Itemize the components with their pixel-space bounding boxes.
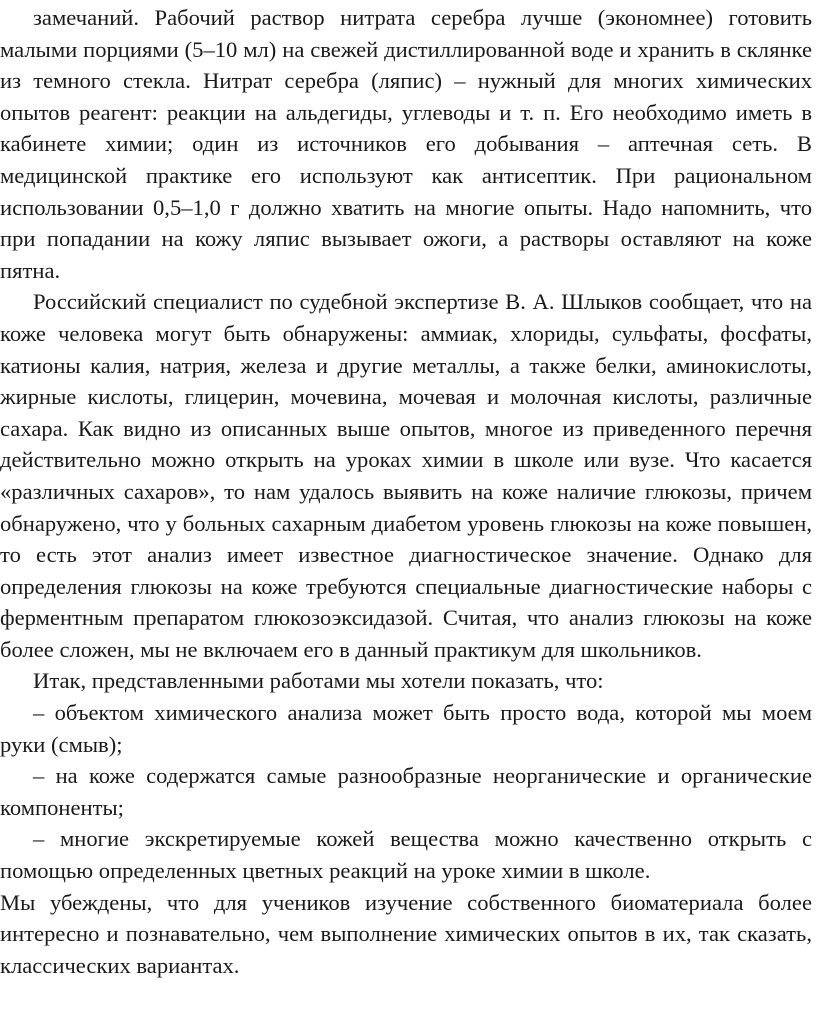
paragraph-skin-composition: Российский специалист по судебной экспертизе В. А. Шлыков сообщает, что на коже человека могут быть обнаружены: аммиак, хлориды, сульфаты, фосфаты, катионы калия, натрия, железа и другие металлы, а также белки, аминокислоты, жирные кислоты, глицерин, мочевина, мочевая и молочная кислоты, различные сахара. Как видно из описанных выше опытов, многое из приведенного перечня действительно можно открыть на уроках химии в школе или вузе. Что касается «различных сахаров», то нам удалось выявить на коже наличие глюкозы, причем обнаружено, что у больных сахарным диабетом уровень глюкозы на коже повышен, то есть этот анализ имеет известное диагностическое значение. Однако для определения глюкозы на коже требуются специальные диагностические наборы с ферментным препаратом глюкозоэксидазой. Считая, что анализ глюкозы на коже более сложен, мы не включаем его в данный практикум для школьников. [0, 289, 812, 662]
paragraph-silver-nitrate: замечаний. Рабочий раствор нитрата серебра лучше (экономнее) готовить малыми порциями (5–10 мл) на свежей дистиллированной воде и хранить в склянке из темного стекла. Нитрат серебра (ляпис) – нужный для многих химических опытов реагент: реакции на альдегиды, углеводы и т. п. Его необходимо иметь в кабинете химии; один из источников его добывания – аптечная сеть. В медицинской практике его используют как антисептик. При рациональном использовании 0,5–1,0 г должно хватить на многие опыты. Надо напомнить, что при попадании на кожу ляпис вызывает ожоги, а растворы оставляют на коже пятна. [0, 5, 812, 283]
paragraph-conclusion-intro: Итак, представленными работами мы хотели показать, что: [33, 668, 604, 694]
list-item-water-analysis: – объектом химического анализа может быть просто вода, которой мы моем руки (смыв); [0, 700, 812, 757]
list-item-skin-components: – на коже содержатся самые разнообразные неорганические и органические компоненты; [0, 763, 812, 820]
document-page [0, 2, 812, 981]
paragraph-final-statement: Мы убеждены, что для учеников изучение собственного биоматериала более интересно и познавательно, чем выполнение химических опытов в их, так сказать, классических вариантах. [0, 889, 812, 978]
list-item-color-reactions: – многие экскретируемые кожей вещества можно качественно открыть с помощью определенных цветных реакций на уроке химии в школе. [0, 826, 812, 884]
